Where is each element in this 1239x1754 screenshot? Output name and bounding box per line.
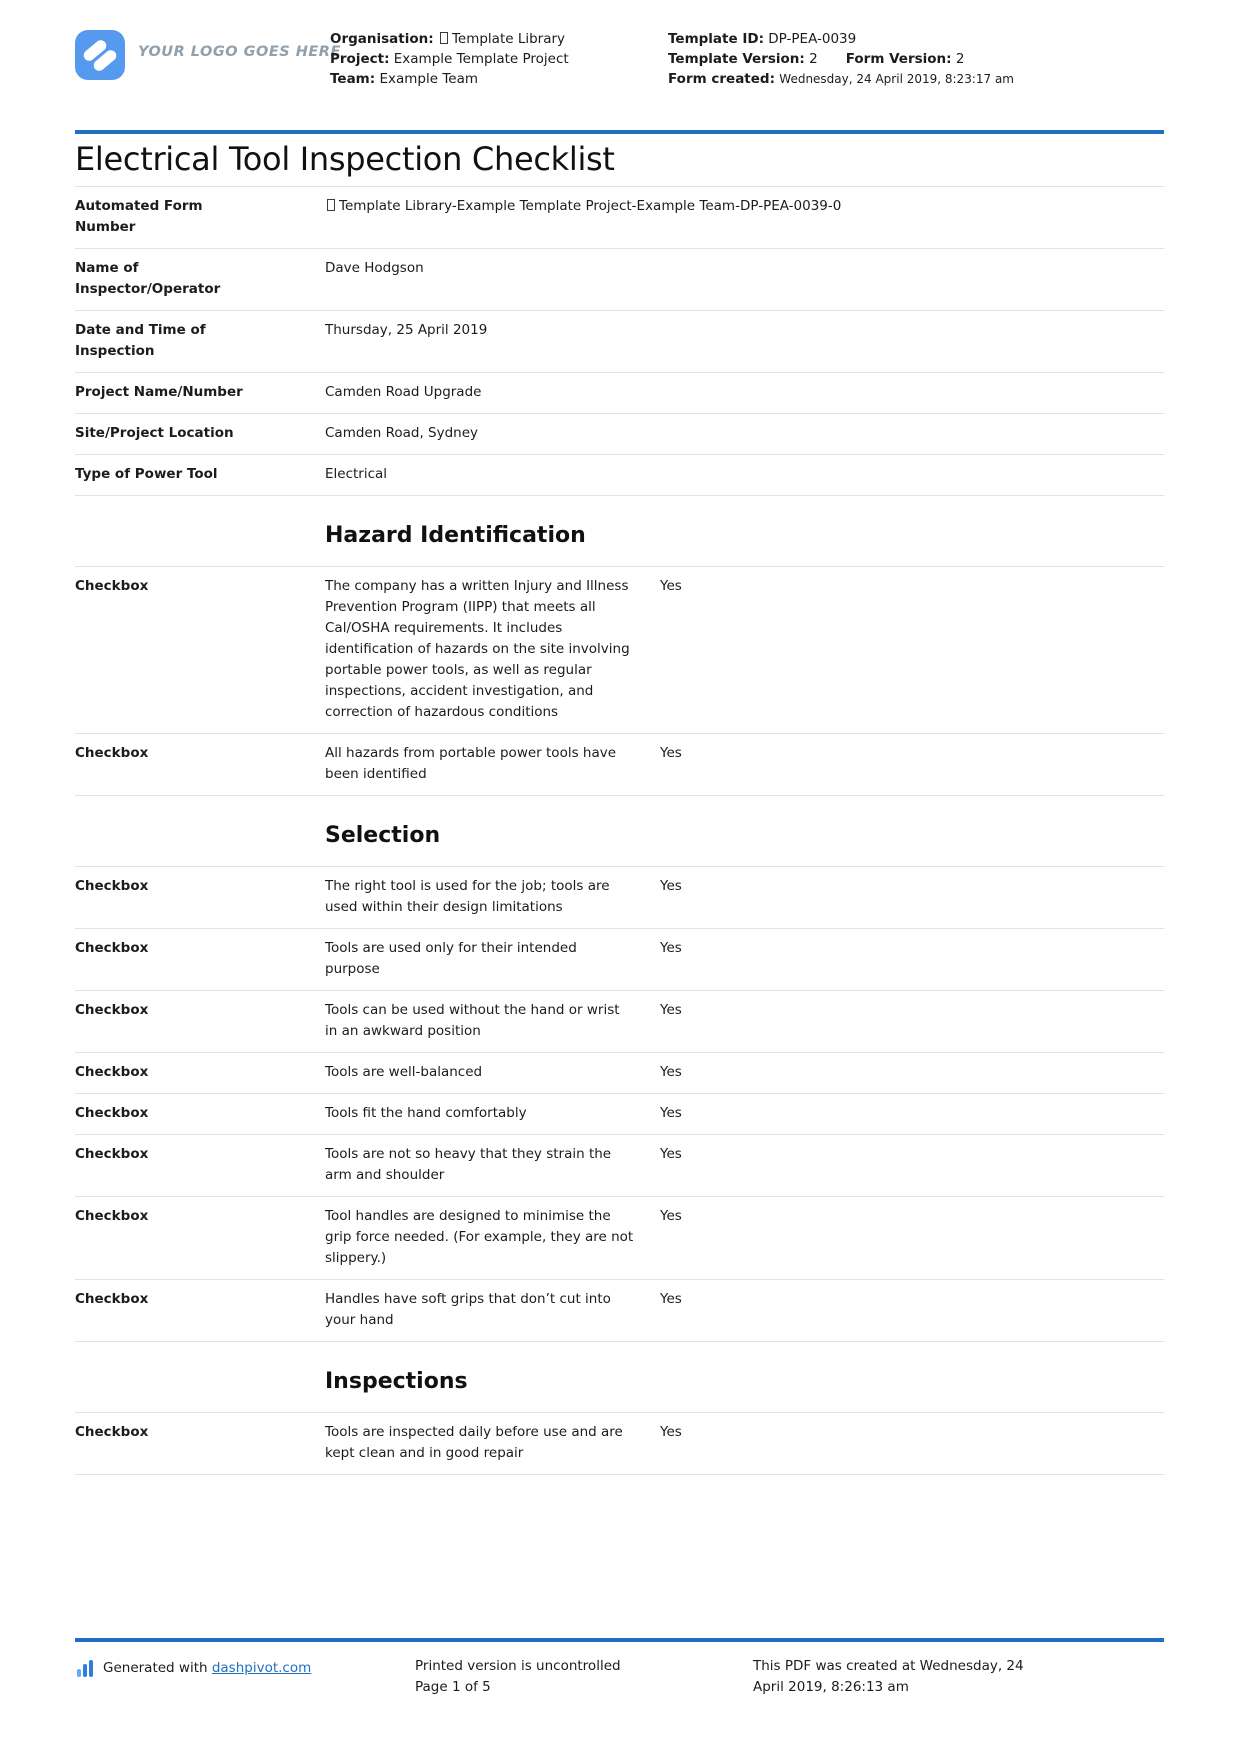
- header-template-block: [668, 29, 1020, 89]
- field-value: Dave Hodgson: [325, 260, 424, 276]
- field-row: [75, 414, 1164, 455]
- form-created-line: [668, 69, 1020, 89]
- pdf-created-block: [753, 1656, 1033, 1698]
- versions-line: [668, 49, 1020, 69]
- form-version-value: 2: [955, 51, 965, 67]
- checkbox-label: Checkbox: [75, 1064, 149, 1080]
- field-value: Camden Road Upgrade: [325, 384, 482, 400]
- section-heading-row: [75, 796, 1164, 867]
- checkbox-answer: Yes: [660, 1002, 682, 1018]
- generated-prefix: Generated with: [103, 1660, 212, 1676]
- form-version-label: Form Version:: [845, 51, 952, 67]
- checkbox-answer: Yes: [660, 1105, 682, 1121]
- checkbox-question: All hazards from portable power tools have been identified: [325, 745, 617, 782]
- checkbox-row: [75, 1053, 1164, 1094]
- printed-version-block: [415, 1656, 715, 1698]
- field-label: Date and Time of Inspection: [75, 322, 206, 359]
- project-line: [330, 49, 660, 69]
- organisation-value: Template Library: [451, 31, 566, 47]
- checkbox-label: Checkbox: [75, 1146, 149, 1162]
- field-value: Thursday, 25 April 2019: [325, 322, 488, 338]
- checkbox-row: [75, 867, 1164, 929]
- field-row: [75, 311, 1164, 373]
- header-org-block: [330, 29, 660, 89]
- missing-char-glyph: [440, 32, 448, 44]
- logo-placeholder-text: YOUR LOGO GOES HERE: [138, 44, 341, 60]
- footer-divider: [75, 1638, 1164, 1642]
- checkbox-answer: Yes: [660, 1064, 682, 1080]
- generated-with-block: [75, 1658, 311, 1679]
- company-logo-icon: [75, 30, 125, 80]
- section-heading: Selection: [325, 823, 441, 848]
- checkbox-row: [75, 1280, 1164, 1342]
- checkbox-answer: Yes: [660, 578, 682, 594]
- team-value: Example Team: [379, 71, 478, 87]
- section-heading: Inspections: [325, 1369, 468, 1394]
- checkbox-question: Tool handles are designed to minimise the grip force needed. (For example, they are not slippery.): [325, 1208, 634, 1266]
- template-version-value: 2: [809, 51, 818, 67]
- checkbox-answer: Yes: [660, 940, 682, 956]
- generated-with-text: [103, 1658, 311, 1679]
- header-divider: [75, 130, 1164, 134]
- field-row: [75, 249, 1164, 311]
- checkbox-answer: Yes: [660, 1291, 682, 1307]
- project-label: Project:: [330, 51, 390, 67]
- checkbox-question: Tools are used only for their intended purpose: [325, 940, 577, 977]
- missing-char-glyph: [327, 199, 335, 211]
- checkbox-label: Checkbox: [75, 940, 149, 956]
- form-created-label: Form created:: [668, 71, 775, 87]
- checkbox-row: [75, 929, 1164, 991]
- checkbox-label: Checkbox: [75, 745, 149, 761]
- checkbox-answer: Yes: [660, 1424, 682, 1440]
- checkbox-row: [75, 567, 1164, 734]
- checkbox-question: Tools are not so heavy that they strain the arm and shoulder: [325, 1146, 612, 1183]
- checkbox-question: The right tool is used for the job; tools are used within their design limitations: [325, 878, 610, 915]
- dashpivot-link[interactable]: dashpivot.com: [211, 1660, 312, 1676]
- page-title: Electrical Tool Inspection Checklist: [75, 140, 615, 178]
- logo-block: [75, 30, 341, 80]
- checkbox-question: Tools are inspected daily before use and are kept clean and in good repair: [325, 1424, 623, 1461]
- field-label: Automated Form Number: [75, 198, 203, 235]
- field-row: [75, 186, 1164, 249]
- checkbox-label: Checkbox: [75, 1105, 149, 1121]
- checkbox-label: Checkbox: [75, 1002, 149, 1018]
- field-row: [75, 373, 1164, 414]
- field-label: Name of Inspector/Operator: [75, 260, 221, 297]
- checkbox-question: Tools can be used without the hand or wrist in an awkward position: [325, 1002, 620, 1039]
- checkbox-row: [75, 991, 1164, 1053]
- team-line: [330, 69, 660, 89]
- section-heading-row: [75, 496, 1164, 567]
- checkbox-answer: Yes: [660, 1208, 682, 1224]
- field-value: Template Library-Example Template Project-Example Team-DP-PEA-0039-0: [325, 196, 1164, 238]
- checkbox-answer: Yes: [660, 878, 682, 894]
- checkbox-row: [75, 734, 1164, 796]
- pdf-created-text: This PDF was created at Wednesday, 24 April 2019, 8:26:13 am: [753, 1658, 1024, 1695]
- checkbox-row: [75, 1094, 1164, 1135]
- field-value: Electrical: [325, 466, 388, 482]
- organisation-line: [330, 29, 660, 49]
- form-created-value: Wednesday, 24 April 2019, 8:23:17 am: [779, 72, 1014, 86]
- checkbox-row: [75, 1135, 1164, 1197]
- template-id-label: Template ID:: [668, 31, 764, 47]
- section-heading-row: [75, 1342, 1164, 1413]
- team-label: Team:: [330, 71, 376, 87]
- checkbox-question: Handles have soft grips that don’t cut into your hand: [325, 1291, 611, 1328]
- checkbox-answer: Yes: [660, 745, 682, 761]
- checkbox-label: Checkbox: [75, 1424, 149, 1440]
- template-id-value: DP-PEA-0039: [768, 31, 857, 47]
- checkbox-row: [75, 1413, 1164, 1475]
- field-label: Project Name/Number: [75, 384, 243, 400]
- checkbox-question: Tools are well-balanced: [325, 1064, 483, 1080]
- checkbox-label: Checkbox: [75, 878, 149, 894]
- section-heading: Hazard Identification: [325, 523, 586, 548]
- checkbox-label: Checkbox: [75, 578, 149, 594]
- template-version-label: Template Version:: [668, 51, 805, 67]
- checkbox-label: Checkbox: [75, 1208, 149, 1224]
- checkbox-label: Checkbox: [75, 1291, 149, 1307]
- field-row: [75, 455, 1164, 496]
- checkbox-answer: Yes: [660, 1146, 682, 1162]
- project-value: Example Template Project: [393, 51, 569, 67]
- checkbox-row: [75, 1197, 1164, 1280]
- organisation-label: Organisation:: [330, 31, 434, 47]
- form-table: [75, 186, 1164, 1475]
- field-label: Site/Project Location: [75, 425, 234, 441]
- template-id-line: [668, 29, 1020, 49]
- checkbox-question: The company has a written Injury and Illness Prevention Program (IIPP) that meets all Cal/OSHA requirements. It includes identification of hazards on the site involving portable power tools, as well as regular inspections, accident investigation, and correction of hazardous conditions: [325, 578, 630, 720]
- printed-version-text: Printed version is uncontrolled: [415, 1658, 621, 1674]
- field-label: Type of Power Tool: [75, 466, 218, 482]
- page-number-text: Page 1 of 5: [415, 1679, 491, 1695]
- field-value: Camden Road, Sydney: [325, 425, 479, 441]
- checkbox-question: Tools fit the hand comfortably: [325, 1105, 527, 1121]
- dashpivot-bars-icon: [77, 1660, 95, 1677]
